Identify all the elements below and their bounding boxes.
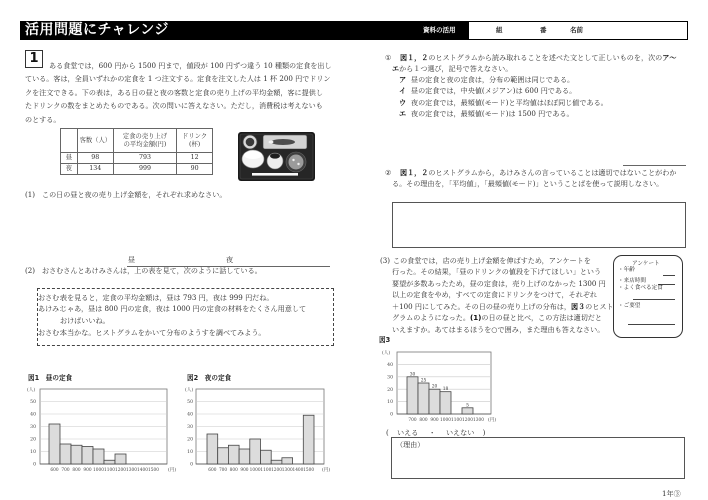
option-i (399, 86, 576, 95)
speaker-osamu: おさむ： (38, 327, 67, 337)
data-label: 30 (409, 372, 416, 378)
survey-blank (633, 299, 675, 300)
bar-800 (228, 445, 239, 464)
bar-900 (239, 449, 250, 464)
x-tick-label: 1100 (451, 418, 462, 423)
figure3-ref: 図３ (570, 301, 586, 311)
q2-text: おさむさんとあけみさんは，上の表を見て，次のように話している。 (42, 265, 262, 275)
chart-title: 図3 (379, 336, 391, 344)
chart-title: 図1 昼の定食 (28, 374, 73, 382)
option-key: エ (399, 109, 407, 118)
sub2-line2: る。その理由を，「平均値」，「最頻値(モード)」ということばを使って説明しなさい。 (392, 178, 664, 188)
bar-1200 (462, 408, 473, 414)
q2-label: (2) (25, 265, 36, 275)
dialogue-line: おけばいいね。 (60, 315, 110, 325)
x-tick-label: 1000 (93, 468, 104, 473)
data-label: 5 (466, 403, 469, 409)
y-tick-label: 0 (190, 462, 193, 468)
x-axis-unit: (円) (168, 468, 177, 473)
problem-number: 1 (25, 50, 43, 68)
x-tick-label: 1200 (462, 418, 473, 423)
x-tick-label: 800 (72, 468, 81, 473)
answer-label-day: 昼 (128, 254, 136, 264)
soup-ingredient (297, 163, 299, 165)
option-a (399, 75, 574, 84)
x-tick-label: 1300 (126, 468, 137, 473)
bar-1500 (303, 415, 314, 464)
row-label: 昼 (61, 153, 78, 164)
survey-item-visit-time: ・来店時間 (618, 277, 646, 284)
y-tick-label: 20 (187, 437, 193, 443)
q1-text: この日の昼と夜の売り上げ金額を，それぞれ求めなさい。 (42, 189, 227, 199)
side-dish-food (246, 138, 255, 147)
intro-line: ある食堂では，600 円から 1500 円まで，値段が 100 円ずつ違う 10 種類の定食を出し (49, 60, 332, 70)
survey-blank (628, 324, 675, 325)
speaker-osamu: おさむ： (38, 292, 67, 302)
option-key: ア (399, 74, 407, 84)
bar-700 (407, 377, 418, 414)
y-tick-label: 30 (187, 425, 193, 431)
bar-700 (218, 448, 229, 464)
bar-1100 (104, 460, 115, 464)
bar-1100 (261, 450, 272, 464)
x-tick-label: 1100 (104, 468, 115, 473)
y-axis-unit: (人) (382, 351, 391, 356)
cell-average-sales: 999 (113, 164, 176, 175)
sub1-line1-text: のヒストグラムから読み取れることを述べた文として正しいものを，次の (428, 52, 663, 62)
x-tick-label: 1200 (271, 468, 283, 473)
q3-line (392, 302, 614, 311)
y-tick-label: 40 (30, 412, 36, 418)
header-line: (杯) (188, 140, 201, 148)
small-bowl-topping (270, 153, 280, 158)
x-axis-unit: (円) (322, 468, 331, 473)
x-tick-label: 1000 (249, 468, 261, 473)
x-tick-label: 1300 (473, 418, 484, 423)
reason-label: （理由） (396, 440, 425, 449)
miso-soup (289, 155, 304, 170)
bar-800 (418, 383, 429, 414)
page-footer: 1年③ (662, 489, 681, 498)
x-tick-label: 1300 (281, 468, 293, 473)
dialogue-line: じゃあ，昼は 800 円の定食，夜は 1000 円の定食の材料をたくさん用意して (60, 304, 307, 313)
cell-drinks: 90 (177, 164, 213, 175)
option-text: 昼の定食では，中央値(メジアン)は 600 円である。 (411, 86, 577, 95)
q3-line5-text: ＋100 円にしてみた。その日の昼の売り上げの分布は， (392, 301, 571, 311)
histogram-figure2-dinner (178, 370, 340, 478)
table-row (61, 153, 213, 164)
survey-item-requests: ・ご要望 (618, 302, 641, 309)
x-tick-label: 700 (408, 418, 417, 423)
x-tick-label: 800 (419, 418, 428, 423)
x-tick-label: 800 (229, 468, 238, 473)
intro-line: クを注文できる。下の表は，ある日の昼と夜の客数と定食の売り上げの平均金額，客に提供し (25, 87, 323, 97)
table-header-average-sales (113, 129, 176, 153)
choice-no[interactable]: いえない (445, 427, 475, 437)
option-range: ア〜 (662, 52, 677, 62)
sub1-line2 (392, 64, 512, 73)
sub2-label: ② (385, 167, 392, 177)
survey-item-favorite-meal: ・よく食べる定食 (618, 285, 663, 291)
option-text: 夜の定食では，最頻値(モード)と平均値はほぼ同じ値である。 (411, 97, 608, 107)
row-label: 夜 (61, 164, 78, 175)
customer-sales-table (60, 128, 213, 175)
x-tick-label: 1100 (260, 468, 272, 473)
rice (244, 151, 262, 159)
class-label: 組 (496, 26, 503, 34)
page-title: 活用問題にチャレンジ (25, 22, 169, 38)
survey-item-age: ・年齢 (618, 267, 635, 273)
bar-1000 (250, 439, 261, 464)
x-tick-label: 900 (430, 418, 439, 423)
intro-line: ている。客は，全員いずれかの定食を 1 つ注文する。定食を注文した人は 1 杯 200 円でドリン (25, 74, 331, 83)
bar-1200 (115, 454, 126, 464)
set-meal-illustration (238, 132, 315, 181)
table-header-drinks (177, 129, 213, 153)
sub1-line1 (400, 53, 676, 62)
y-tick-label: 40 (387, 363, 393, 368)
option-key: イ (399, 86, 407, 95)
header-line: 定食の売り上げ (122, 132, 167, 140)
sub2-line1-text: のヒストグラムから，あけみさんの言っていることは適切ではないことがわか (428, 167, 677, 177)
y-tick-label: 20 (387, 387, 393, 393)
q3-line (392, 313, 602, 322)
q3-line5-text: のヒスト (585, 301, 614, 311)
reason-answer-box[interactable] (391, 437, 685, 479)
dialogue-line: 表を見ると，定食の平均金額は，昼は 793 円，夜は 999 円だね。 (60, 292, 274, 302)
histogram-figure3-lunch-after (375, 333, 500, 425)
x-tick-label: 1000 (440, 418, 451, 423)
x-tick-label: 700 (218, 468, 228, 473)
cell-average-sales: 793 (113, 153, 176, 164)
y-axis-unit: (人) (27, 388, 36, 393)
option-u (399, 98, 608, 107)
cell-drinks: 12 (177, 153, 213, 164)
soup-ingredient (292, 159, 294, 161)
sub1-line2-text: から１つ選び，記号で答えなさい。 (399, 63, 513, 73)
q3-line: 要望が多数あったため，昼の定食は，売り上げのなかった 1300 円 (392, 278, 606, 288)
bar-1200 (271, 460, 282, 464)
y-tick-label: 10 (387, 400, 393, 406)
header-line: の平均金額(円) (123, 140, 167, 148)
data-label: 20 (431, 384, 438, 390)
name-label: 名前 (570, 26, 583, 34)
choice-separator: ・ (428, 427, 436, 437)
table-header-row (61, 129, 213, 153)
table-header-blank (61, 129, 78, 153)
intro-line: のとする。 (25, 114, 61, 124)
sub2-line1 (400, 168, 676, 177)
bar-800 (71, 445, 82, 464)
x-tick-label: 1500 (303, 468, 315, 473)
y-tick-label: 0 (390, 412, 393, 418)
x-tick-label: 1200 (115, 468, 126, 473)
bar-1000 (93, 449, 104, 464)
option-text: 夜の定食では，最頻値(モード)は 1500 円である。 (411, 109, 574, 118)
y-tick-label: 50 (30, 400, 36, 406)
y-tick-label: 40 (187, 412, 193, 418)
data-label: 18 (442, 387, 449, 393)
choice-line (386, 428, 485, 437)
bar-1000 (440, 392, 451, 414)
bar-1300 (282, 458, 293, 464)
cell-customers: 134 (77, 164, 113, 175)
table-row (61, 164, 213, 175)
y-tick-label: 50 (187, 400, 193, 406)
bar-600 (207, 434, 218, 464)
x-tick-label: 1400 (292, 468, 304, 473)
y-tick-label: 30 (387, 375, 393, 381)
survey-title: アンケート (632, 261, 660, 267)
answer-label-night: 夜 (226, 254, 234, 264)
bar-900 (429, 389, 440, 414)
bar-900 (82, 447, 93, 465)
y-axis-unit: (人) (185, 388, 194, 393)
x-axis-unit: (円) (488, 418, 497, 423)
x-tick-label: 900 (240, 468, 249, 473)
x-tick-label: 700 (61, 468, 70, 473)
choice-open-paren: ( (386, 427, 389, 437)
figure-ref: 図１，２ (400, 52, 429, 62)
figure-ref: 図１，２ (400, 167, 429, 177)
bar-600 (49, 424, 60, 464)
data-label: 25 (420, 378, 427, 384)
y-tick-label: 20 (30, 437, 36, 443)
grilled-fish (271, 139, 295, 145)
unit-label: 資料の活用 (423, 26, 456, 34)
chopsticks (252, 173, 298, 176)
y-tick-label: 10 (30, 450, 36, 456)
q3-line: この食堂では，店の売り上げ金額を伸ばすため，アンケートを (393, 255, 591, 265)
header-line: 客数（人） (79, 136, 112, 144)
q3-line: 以上の定食をやめ，すべての定食にドリンクをつけて，それぞれ (392, 290, 598, 299)
table-header-customers (77, 129, 113, 153)
sub1-answer-line[interactable] (623, 165, 686, 166)
intro-line: たドリンクの数をまとめたものである。次の問いに答えなさい。ただし，消費税は考えないも (25, 101, 323, 110)
y-tick-label: 30 (30, 425, 36, 431)
x-tick-label: 1400 (137, 468, 148, 473)
q3-label: (3) (380, 255, 391, 265)
option-range-end: エ (392, 63, 400, 73)
q1-ref: (1) (469, 313, 482, 322)
number-label: 番 (540, 26, 547, 34)
survey-blank (663, 275, 675, 276)
y-tick-label: 10 (187, 450, 193, 456)
option-e (399, 109, 574, 118)
garnish (269, 141, 274, 144)
histogram-figure1-lunch (18, 370, 180, 478)
y-tick-label: 0 (33, 462, 36, 468)
option-text: 昼の定食と夜の定食は，分布の範囲は同じである。 (411, 74, 575, 84)
choice-yes[interactable]: いえる (397, 427, 419, 437)
sub1-label: ① (385, 52, 392, 62)
dialogue-line: 本当かな。ヒストグラムをかいて分布のようすを調べてみよう。 (60, 327, 266, 337)
q3-line6-text: グラムのようになった。 (392, 313, 470, 322)
cell-customers: 98 (77, 153, 113, 164)
q1-label: (1) (25, 189, 36, 199)
speaker-akemi: あけみ： (38, 304, 67, 313)
header-line: ドリンク (182, 132, 208, 140)
option-key: ウ (399, 97, 407, 107)
x-tick-label: 900 (83, 468, 92, 473)
q3-line6-text: の日の昼と比べ，この方法は適切だと (481, 313, 602, 322)
x-tick-label: 600 (208, 468, 217, 473)
sub2-answer-box[interactable] (392, 202, 686, 248)
chart-title: 図2 夜の定食 (187, 374, 232, 382)
q3-line: いえますか。あてはまるほうを○で囲み，また理由も答えなさい。 (392, 324, 605, 334)
bar-700 (60, 444, 71, 464)
q3-line: 行った。その結果，「昼のドリンクの値段を下げてほしい」という (392, 267, 602, 276)
x-tick-label: 600 (50, 468, 59, 473)
choice-close-paren: ) (482, 427, 486, 437)
x-tick-label: 1500 (148, 468, 159, 473)
